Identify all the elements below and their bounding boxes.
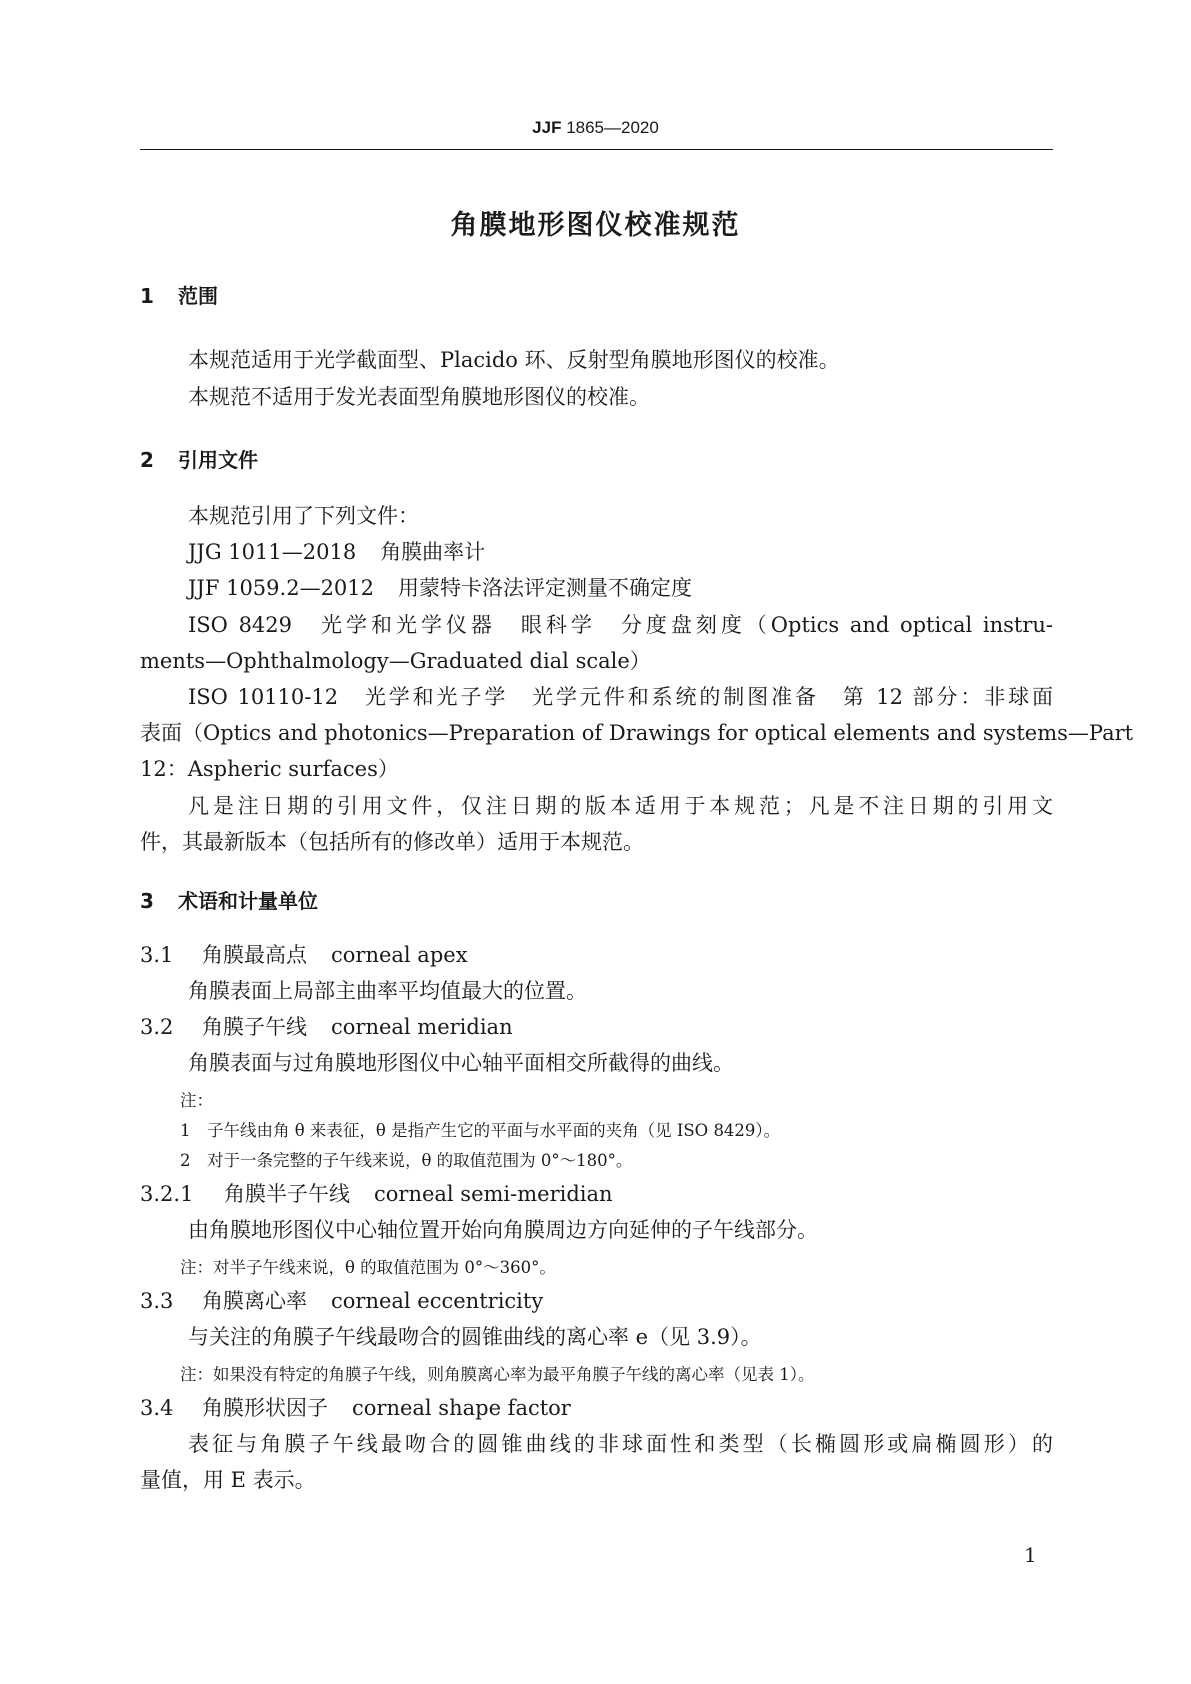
term-3-2-english: corneal meridian bbox=[331, 1015, 513, 1039]
reference-3-line-2: ments—Ophthalmology—Graduated dial scale） bbox=[140, 649, 651, 673]
section-3-number: 3 bbox=[140, 889, 154, 913]
term-3-1 bbox=[140, 939, 468, 969]
reference-4-line-2: 表面（Optics and photonics—Preparation of Drawings for optical elements and systems—Part bbox=[140, 721, 1134, 745]
header-code-number: 1865—2020 bbox=[566, 118, 659, 137]
term-3-2-number: 3.2 bbox=[140, 1015, 174, 1039]
reference-1-code: JJG 1011—2018 bbox=[188, 540, 357, 564]
section-1-para-1: 本规范适用于光学截面型、Placido 环、反射型角膜地形图仪的校准。 bbox=[188, 348, 840, 372]
term-3-1-chinese: 角膜最高点 bbox=[202, 943, 307, 967]
reference-2 bbox=[188, 572, 692, 602]
section-1-title: 范围 bbox=[178, 284, 218, 308]
running-header bbox=[0, 118, 1191, 138]
term-3-2-1 bbox=[140, 1178, 613, 1208]
term-3-2-note-2: 2 对于一条完整的子午线来说，θ 的取值范围为 0°～180°。 bbox=[180, 1151, 633, 1170]
term-3-3 bbox=[140, 1285, 543, 1315]
dated-reference-rule-line-1: 凡是注日期的引用文件，仅注日期的版本适用于本规范；凡是不注日期的引用文 bbox=[188, 794, 1053, 818]
term-3-2-chinese: 角膜子午线 bbox=[202, 1015, 307, 1039]
term-3-2 bbox=[140, 1011, 513, 1041]
reference-4-line-3: 12：Aspheric surfaces） bbox=[140, 757, 399, 781]
term-3-1-english: corneal apex bbox=[331, 943, 468, 967]
term-3-2-1-note: 注：对半子午线来说，θ 的取值范围为 0°～360°。 bbox=[180, 1258, 556, 1277]
reference-2-code: JJF 1059.2—2012 bbox=[188, 576, 375, 600]
term-3-2-definition: 角膜表面与过角膜地形图仪中心轴平面相交所截得的曲线。 bbox=[188, 1051, 734, 1075]
header-rule bbox=[140, 149, 1053, 150]
term-3-4 bbox=[140, 1392, 571, 1422]
section-1-number: 1 bbox=[140, 284, 154, 308]
reference-4-line-1: ISO 10110-12 光学和光子学 光学元件和系统的制图准备 第 12 部分：非球面 bbox=[188, 685, 1053, 709]
document-title: 角膜地形图仪校准规范 bbox=[450, 210, 741, 241]
term-3-3-number: 3.3 bbox=[140, 1289, 174, 1313]
reference-1-title: 角膜曲率计 bbox=[380, 540, 486, 564]
term-3-3-definition: 与关注的角膜子午线最吻合的圆锥曲线的离心率 e（见 3.9）。 bbox=[188, 1325, 762, 1349]
reference-3-line-1: ISO 8429 光学和光学仪器 眼科学 分度盘刻度（Optics and optical instru- bbox=[188, 613, 1053, 637]
term-3-2-1-number: 3.2.1 bbox=[140, 1182, 194, 1206]
section-1-para-2: 本规范不适用于发光表面型角膜地形图仪的校准。 bbox=[188, 385, 650, 409]
header-code-prefix: JJF bbox=[532, 118, 562, 137]
section-3-heading bbox=[140, 885, 318, 914]
section-2-number: 2 bbox=[140, 448, 154, 472]
term-3-2-note-label: 注： bbox=[180, 1091, 213, 1110]
section-2-title: 引用文件 bbox=[178, 448, 258, 472]
term-3-4-chinese: 角膜形状因子 bbox=[202, 1396, 328, 1420]
term-3-3-chinese: 角膜离心率 bbox=[202, 1289, 307, 1313]
reference-1 bbox=[188, 536, 485, 566]
term-3-4-number: 3.4 bbox=[140, 1396, 174, 1420]
term-3-3-note: 注：如果没有特定的角膜子午线，则角膜离心率为最平角膜子午线的离心率（见表 1）。 bbox=[180, 1365, 815, 1384]
section-3-title: 术语和计量单位 bbox=[178, 889, 318, 913]
page-number: 1 bbox=[1024, 1543, 1037, 1567]
term-3-4-definition-line-1: 表征与角膜子午线最吻合的圆锥曲线的非球面性和类型（长椭圆形或扁椭圆形）的 bbox=[188, 1432, 1053, 1456]
section-2-heading bbox=[140, 444, 258, 473]
term-3-1-definition: 角膜表面上局部主曲率平均值最大的位置。 bbox=[188, 979, 587, 1003]
term-3-2-1-chinese: 角膜半子午线 bbox=[224, 1182, 350, 1206]
term-3-4-definition-line-2: 量值，用 E 表示。 bbox=[140, 1468, 316, 1492]
reference-2-title: 用蒙特卡洛法评定测量不确定度 bbox=[398, 576, 693, 600]
term-3-2-1-english: corneal semi-meridian bbox=[374, 1182, 613, 1206]
section-1-heading bbox=[140, 280, 218, 309]
dated-reference-rule-line-2: 件，其最新版本（包括所有的修改单）适用于本规范。 bbox=[140, 830, 644, 854]
term-3-2-1-definition: 由角膜地形图仪中心轴位置开始向角膜周边方向延伸的子午线部分。 bbox=[188, 1218, 818, 1242]
term-3-3-english: corneal eccentricity bbox=[331, 1289, 544, 1313]
term-3-1-number: 3.1 bbox=[140, 943, 174, 967]
term-3-2-note-1: 1 子午线由角 θ 来表征，θ 是指产生它的平面与水平面的夹角（见 ISO 8429）。 bbox=[180, 1121, 781, 1140]
section-2-intro: 本规范引用了下列文件： bbox=[188, 504, 419, 528]
term-3-4-english: corneal shape factor bbox=[352, 1396, 571, 1420]
